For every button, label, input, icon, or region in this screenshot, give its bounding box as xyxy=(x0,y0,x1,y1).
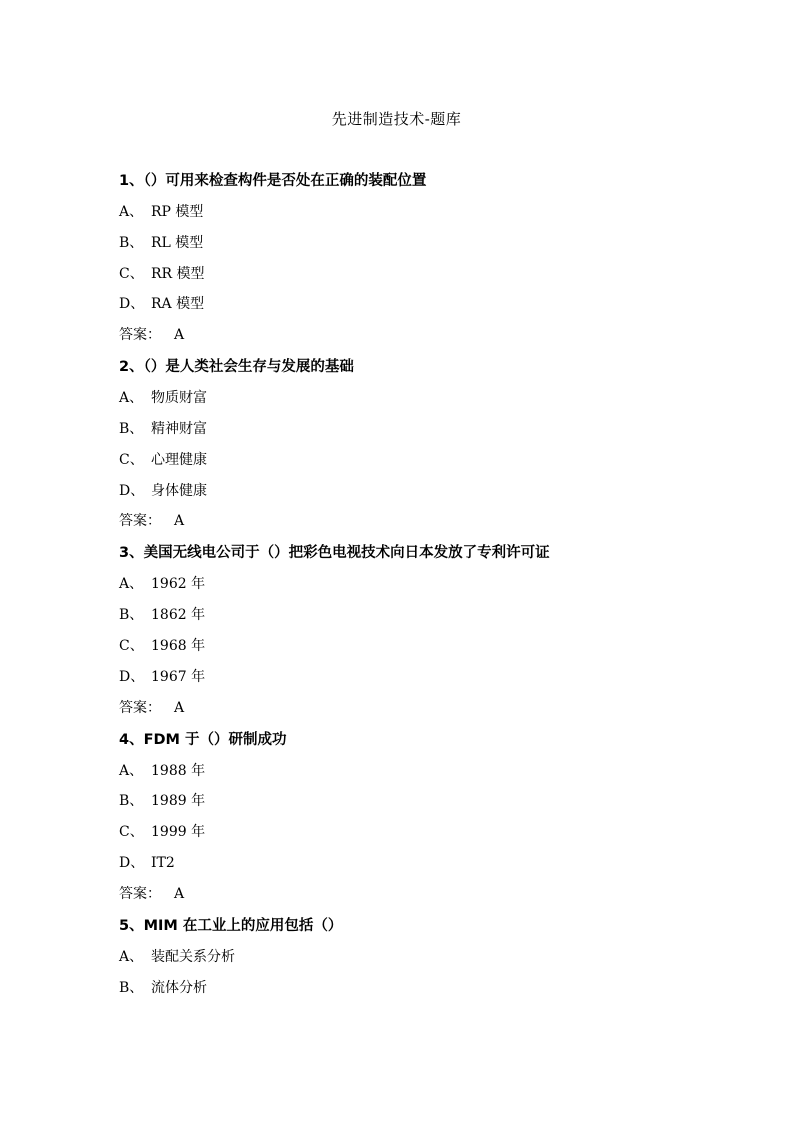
option-letter: B、 xyxy=(119,234,144,251)
answer-label: 答案： xyxy=(119,513,161,530)
answer-label: 答案： xyxy=(119,327,161,344)
option-a xyxy=(119,761,719,781)
answer-line xyxy=(119,325,719,345)
option-letter: D、 xyxy=(119,296,145,313)
question-stem: 5、MIM 在工业上的应用包括（） xyxy=(119,917,343,934)
option-letter: D、 xyxy=(119,482,145,499)
question-3 xyxy=(119,543,719,717)
option-text: 心理健康 xyxy=(151,451,207,468)
option-letter: C、 xyxy=(119,637,144,654)
option-d xyxy=(119,481,719,501)
option-letter: B、 xyxy=(119,420,144,437)
answer-value: A xyxy=(174,327,185,344)
option-letter: A、 xyxy=(119,390,144,407)
option-text: 1989 年 xyxy=(151,793,206,810)
option-text: 精神财富 xyxy=(151,420,207,437)
answer-line xyxy=(119,698,719,718)
option-text: 1962 年 xyxy=(151,576,206,593)
question-2 xyxy=(119,357,719,531)
answer-value: A xyxy=(174,699,185,716)
answer-label: 答案： xyxy=(119,885,161,902)
option-c xyxy=(119,264,719,284)
question-4 xyxy=(119,730,719,904)
option-text: RP 模型 xyxy=(151,204,204,220)
question-stem: 3、美国无线电公司于（）把彩色电视技术向日本发放了专利许可证 xyxy=(119,545,550,562)
option-a xyxy=(119,388,719,408)
option-c xyxy=(119,450,719,470)
option-letter: A、 xyxy=(119,762,144,779)
option-text: 1988 年 xyxy=(151,762,206,779)
option-letter: D、 xyxy=(119,854,145,871)
option-text: 1862 年 xyxy=(151,607,206,624)
option-text: 1968 年 xyxy=(151,637,206,654)
option-b xyxy=(119,233,719,253)
option-letter: C、 xyxy=(119,265,144,282)
option-b xyxy=(119,605,719,625)
answer-value: A xyxy=(174,513,185,530)
question-stem: 2、（）是人类社会生存与发展的基础 xyxy=(119,359,354,376)
answer-label: 答案： xyxy=(119,699,161,716)
option-letter: A、 xyxy=(119,576,144,593)
question-list xyxy=(119,171,719,1008)
option-letter: C、 xyxy=(119,451,144,468)
option-letter: A、 xyxy=(119,204,144,220)
option-text: 身体健康 xyxy=(151,482,207,499)
option-text: 1999 年 xyxy=(151,824,206,841)
question-stem: 4、FDM 于（）研制成功 xyxy=(119,731,287,748)
option-text: IT2 xyxy=(151,854,175,871)
answer-line xyxy=(119,511,719,531)
option-text: 1967 年 xyxy=(151,668,206,685)
option-letter: A、 xyxy=(119,948,144,965)
option-d xyxy=(119,294,719,314)
option-b xyxy=(119,419,719,439)
document-title: 先进制造技术-题库 xyxy=(331,110,462,128)
option-letter: B、 xyxy=(119,607,144,624)
option-b xyxy=(119,978,719,998)
question-1 xyxy=(119,171,719,345)
option-text: 物质财富 xyxy=(151,390,207,407)
option-text: RL 模型 xyxy=(151,234,204,251)
option-text: 流体分析 xyxy=(151,979,207,996)
option-letter: D、 xyxy=(119,668,145,685)
option-d xyxy=(119,667,719,687)
option-letter: B、 xyxy=(119,979,144,996)
option-c xyxy=(119,822,719,842)
option-a xyxy=(119,947,719,967)
option-a xyxy=(119,574,719,594)
option-text: RR 模型 xyxy=(151,265,205,282)
option-d xyxy=(119,853,719,873)
option-text: 装配关系分析 xyxy=(151,948,235,965)
question-5 xyxy=(119,916,719,998)
option-a xyxy=(119,202,719,222)
answer-value: A xyxy=(174,885,185,902)
option-c xyxy=(119,636,719,656)
option-letter: B、 xyxy=(119,793,144,810)
question-stem: 1、（）可用来检查构件是否处在正确的装配位置 xyxy=(119,173,427,189)
option-letter: C、 xyxy=(119,824,144,841)
option-b xyxy=(119,791,719,811)
option-text: RA 模型 xyxy=(151,296,205,313)
answer-line xyxy=(119,884,719,904)
